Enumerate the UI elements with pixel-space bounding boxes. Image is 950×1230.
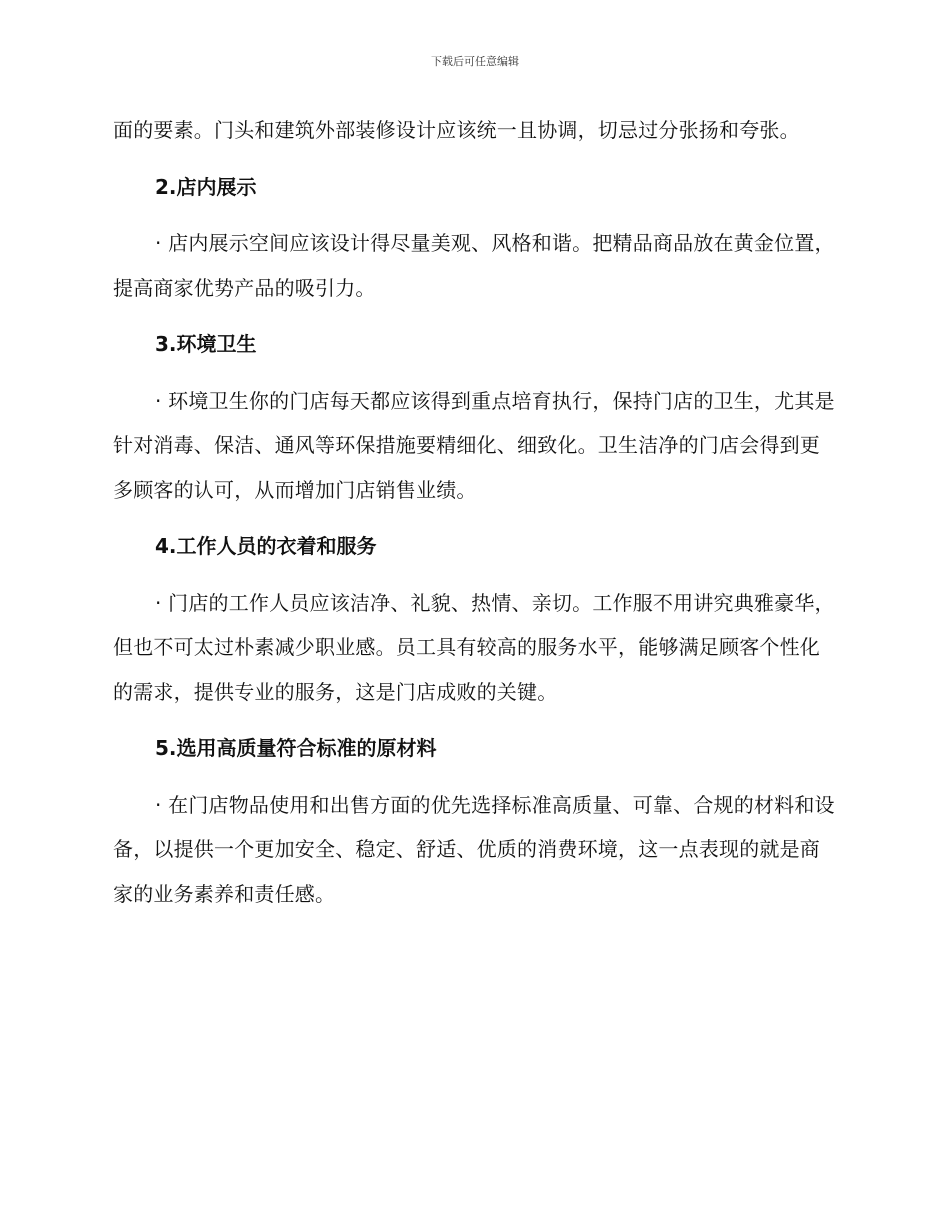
section-heading-in-store-display: 2.店内展示 — [155, 174, 257, 199]
section-heading-staff: 4.工作人员的衣着和服务 — [155, 534, 377, 558]
paragraph-staff: · 门店的工作人员应该洁净、礼貌、热情、亲切。工作服不用讲究典雅豪华，但也不可太过朴素减少职业感。员工具有较高的服务水平，能够满足顾客个性化的需求，提供专业的服务，这是门店成败的关键。 — [113, 590, 835, 704]
document-body — [113, 108, 837, 916]
paragraph-hygiene: · 环境卫生你的门店每天都应该得到重点培育执行，保持门店的卫生，尤其是针对消毒、保洁、通风等环保措施要精细化、细致化。卫生洁净的门店会得到更多顾客的认可，从而增加门店销售业绩。 — [113, 388, 835, 502]
paragraph-materials: · 在门店物品使用和出售方面的优先选择标准高质量、可靠、合规的材料和设备，以提供一个更加安全、稳定、舒适、优质的消费环境，这一点表现的就是商家的业务素养和责任感。 — [113, 792, 835, 906]
section-heading-hygiene: 3.环境卫生 — [155, 332, 257, 356]
page-header: 下载后可任意编辑 — [431, 55, 519, 68]
paragraph-in-store-display: · 店内展示空间应该设计得尽量美观、风格和谐。把精品商品放在黄金位置，提高商家优势产品的吸引力。 — [113, 231, 835, 300]
paragraph-storefront-continued: 面的要素。门头和建筑外部装修设计应该统一且协调，切忌过分张扬和夸张。 — [113, 118, 800, 142]
section-heading-materials: 5.选用高质量符合标准的原材料 — [155, 736, 437, 760]
